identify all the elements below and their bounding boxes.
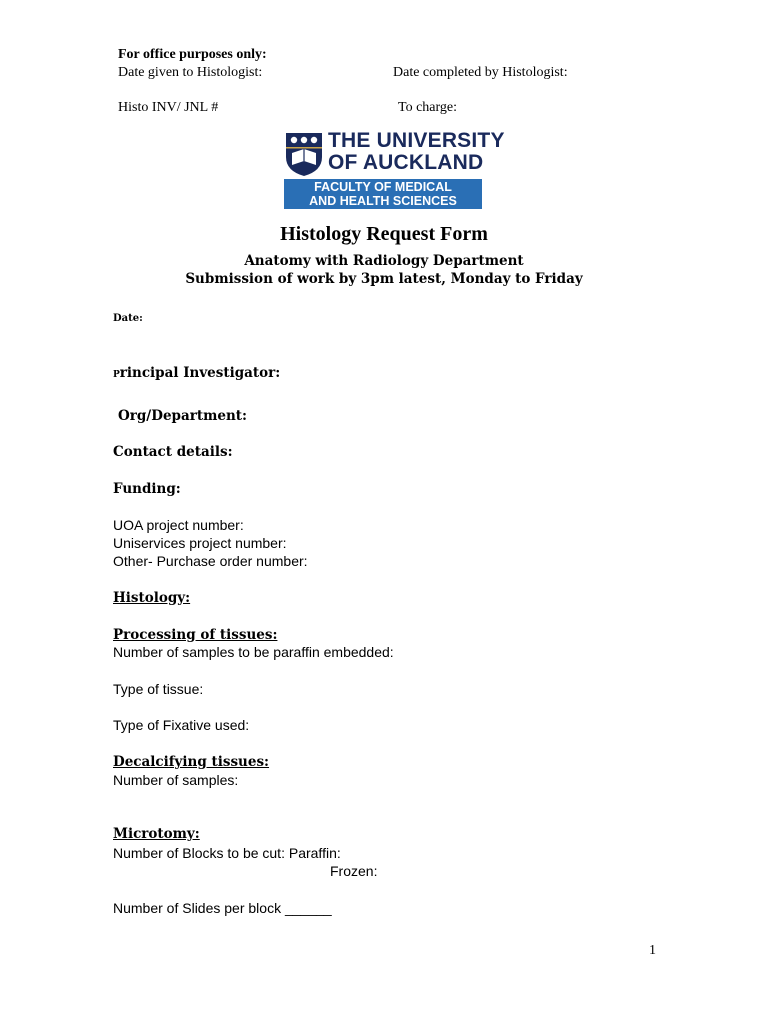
tissue-type-label: Type of tissue: [113, 681, 204, 697]
pi-initial: P [113, 370, 120, 380]
slides-per-block-label: Number of Slides per block ______ [113, 900, 332, 916]
uniservices-project-number-label: Uniservices project number: [113, 535, 287, 551]
processing-heading: Processing of tissues: [113, 627, 278, 643]
histology-heading: Histology: [113, 590, 191, 606]
department-subtitle: Anatomy with Radiology Department [244, 253, 524, 269]
to-charge-label: To charge: [398, 100, 458, 115]
org-department-label: Org/Department: [118, 408, 247, 424]
date-completed-label: Date completed by Histologist: [393, 65, 568, 80]
uoa-project-number-label: UOA project number: [113, 517, 244, 533]
submission-subtitle: Submission of work by 3pm latest, Monday to Friday [185, 271, 583, 287]
form-title: Histology Request Form [280, 223, 488, 245]
date-field-label: Date: [113, 313, 143, 324]
funding-label: Funding: [113, 481, 181, 497]
faculty-text-line2: AND HEALTH SCIENCES [309, 194, 457, 208]
pi-rest: rincipal Investigator: [119, 365, 281, 381]
histo-inv-label: Histo INV/ JNL # [118, 100, 219, 115]
faculty-text-line1: FACULTY OF MEDICAL [314, 180, 452, 194]
faculty-banner [284, 179, 482, 209]
page-number: 1 [649, 943, 656, 958]
office-use-title: For office purposes only: [118, 47, 267, 62]
university-logo [284, 129, 505, 209]
microtomy-heading: Microtomy: [113, 826, 200, 842]
contact-details-label: Contact details: [113, 444, 233, 460]
decal-samples-label: Number of samples: [113, 772, 239, 788]
purchase-order-number-label: Other- Purchase order number: [113, 553, 308, 569]
logo-text-line2: OF AUCKLAND [328, 151, 484, 174]
principal-investigator-label [113, 365, 280, 381]
decalcifying-heading: Decalcifying tissues: [113, 754, 270, 770]
fixative-type-label: Type of Fixative used: [113, 717, 250, 733]
frozen-label: Frozen: [330, 863, 378, 879]
date-given-label: Date given to Histologist: [118, 65, 263, 80]
logo-text-line1: THE UNIVERSITY [328, 129, 505, 152]
university-crest-icon [284, 131, 324, 177]
paraffin-samples-label: Number of samples to be paraffin embedded: [113, 644, 394, 660]
blocks-to-cut-label: Number of Blocks to be cut: Paraffin: [113, 845, 341, 861]
